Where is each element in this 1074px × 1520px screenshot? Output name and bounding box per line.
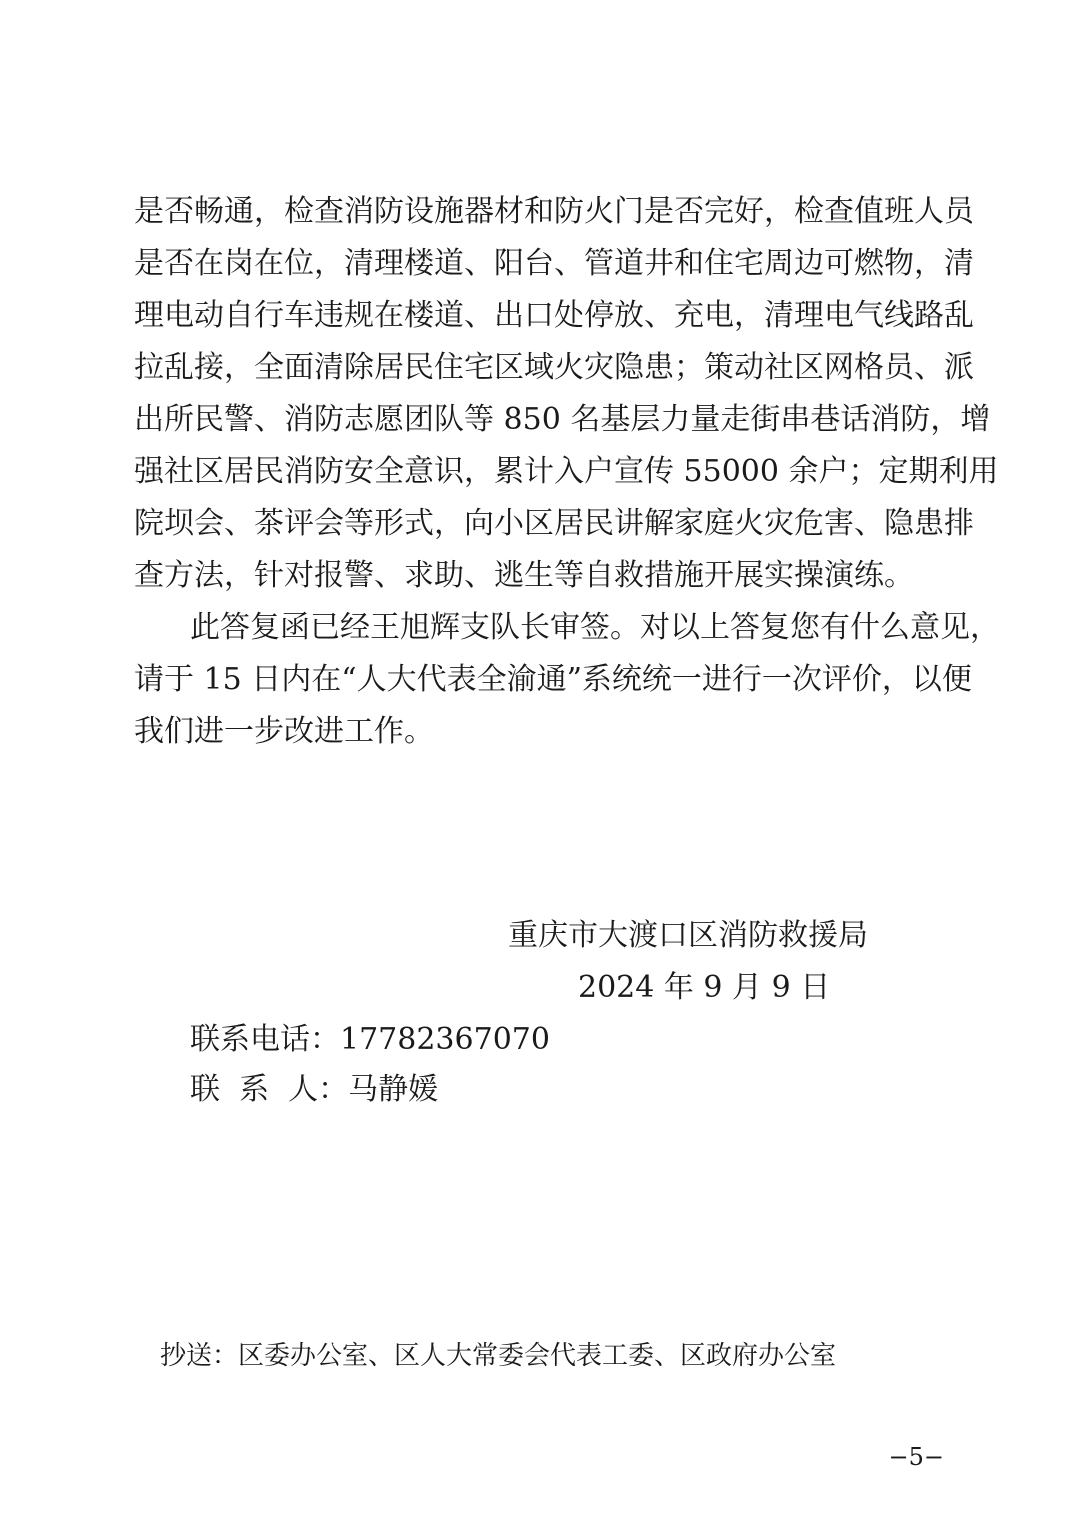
paragraph-line: 查方法，针对报警、求助、逃生等自救措施开展实操演练。: [134, 558, 914, 593]
paragraph-line: 出所民警、消防志愿团队等 850 名基层力量走街串巷话消防，增: [134, 402, 991, 437]
contact-person: 联 系 人：马静媛: [190, 1072, 439, 1107]
contact-phone: 联系电话：17782367070: [190, 1022, 550, 1057]
page-number: −5−: [888, 1443, 944, 1471]
paragraph-line: 是否畅通，检查消防设施器材和防火门是否完好，检查值班人员: [134, 194, 974, 229]
paragraph-line: 我们进一步改进工作。: [134, 714, 434, 749]
signature-organization: 重庆市大渡口区消防救援局: [508, 918, 868, 953]
paragraph-line: 拉乱接，全面清除居民住宅区域火灾隐患；策动社区网格员、派: [134, 350, 974, 385]
paragraph-line: 强社区居民消防安全意识，累计入户宣传 55000 余户；定期利用: [134, 454, 999, 489]
paragraph-line: 是否在岗在位，清理楼道、阳台、管道井和住宅周边可燃物，清: [134, 246, 974, 281]
paragraph-line: 院坝会、茶评会等形式，向小区居民讲解家庭火灾危害、隐患排: [134, 506, 974, 541]
paragraph-line: 理电动自行车违规在楼道、出口处停放、充电，清理电气线路乱: [134, 298, 974, 333]
cc-list: 抄送：区委办公室、区人大常委会代表工委、区政府办公室: [160, 1341, 837, 1371]
signature-date: 2024 年 9 月 9 日: [578, 970, 831, 1005]
paragraph-line: 请于 15 日内在“人大代表全渝通”系统统一进行一次评价，以便: [134, 662, 972, 697]
paragraph-line: 此答复函已经王旭辉支队长审签。对以上答复您有什么意见，: [190, 610, 1000, 645]
